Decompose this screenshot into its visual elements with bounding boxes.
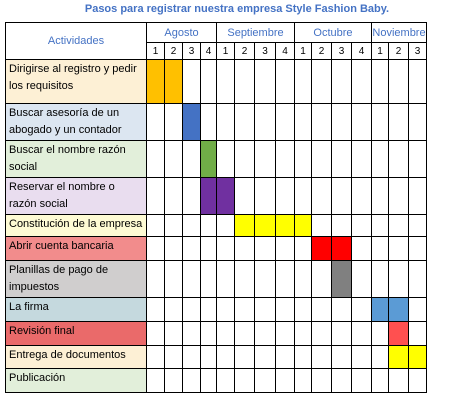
task-row (6, 60, 449, 104)
empty-week-cell (409, 141, 427, 178)
empty-week-cell (147, 215, 165, 237)
empty-week-cell (332, 104, 352, 141)
task-name: Revisión final (6, 322, 147, 346)
empty-week-cell (312, 104, 332, 141)
task-name: Buscar el nombre razón social (6, 141, 147, 178)
task-bar-cell (295, 215, 312, 237)
empty-week-cell (352, 346, 372, 369)
week-number: 1 (295, 43, 312, 60)
empty-week-cell (276, 60, 295, 104)
empty-week-cell (276, 322, 295, 346)
empty-week-cell (235, 141, 255, 178)
empty-week-cell (147, 322, 165, 346)
task-bar-cell (201, 178, 217, 215)
empty-week-cell (147, 298, 165, 322)
week-number: 1 (217, 43, 235, 60)
empty-week-cell (201, 104, 217, 141)
empty-week-cell (352, 369, 372, 393)
empty-week-cell (183, 261, 201, 298)
empty-week-cell (217, 104, 235, 141)
task-row (6, 261, 449, 298)
empty-week-cell (372, 369, 389, 393)
page-title: Pasos para registrar nuestra empresa Style Fashion Baby. (84, 3, 390, 15)
task-bar-cell (235, 215, 255, 237)
gantt-table (5, 22, 449, 393)
empty-week-cell (255, 178, 276, 215)
empty-week-cell (235, 60, 255, 104)
week-number: 1 (372, 43, 389, 60)
empty-week-cell (352, 237, 372, 261)
empty-week-cell (389, 178, 409, 215)
week-number: 2 (165, 43, 183, 60)
empty-week-cell (372, 104, 389, 141)
empty-week-cell (372, 141, 389, 178)
empty-week-cell (389, 215, 409, 237)
empty-week-cell (183, 369, 201, 393)
empty-week-cell (409, 60, 427, 104)
empty-week-cell (312, 141, 332, 178)
empty-week-cell (255, 261, 276, 298)
empty-week-cell (409, 104, 427, 141)
empty-week-cell (201, 60, 217, 104)
empty-week-cell (389, 104, 409, 141)
task-row (6, 141, 449, 178)
empty-week-cell (332, 60, 352, 104)
empty-week-cell (312, 346, 332, 369)
empty-week-cell (312, 60, 332, 104)
empty-week-cell (332, 322, 352, 346)
empty-week-cell (372, 322, 389, 346)
empty-week-cell (201, 369, 217, 393)
month-header: Agosto (147, 23, 217, 43)
empty-week-cell (165, 141, 183, 178)
week-number: 3 (409, 43, 427, 60)
empty-week-cell (165, 322, 183, 346)
empty-week-cell (372, 261, 389, 298)
empty-week-cell (255, 237, 276, 261)
empty-week-cell (312, 215, 332, 237)
week-number: 4 (276, 43, 295, 60)
empty-week-cell (165, 298, 183, 322)
empty-week-cell (332, 178, 352, 215)
empty-week-cell (372, 346, 389, 369)
week-number: 2 (312, 43, 332, 60)
empty-week-cell (217, 215, 235, 237)
empty-week-cell (409, 322, 427, 346)
empty-week-cell (312, 322, 332, 346)
empty-week-cell (372, 237, 389, 261)
empty-week-cell (201, 261, 217, 298)
empty-week-cell (183, 346, 201, 369)
empty-week-cell (409, 298, 427, 322)
empty-week-cell (352, 298, 372, 322)
empty-week-cell (183, 322, 201, 346)
empty-week-cell (276, 346, 295, 369)
empty-week-cell (389, 261, 409, 298)
empty-week-cell (165, 237, 183, 261)
empty-week-cell (332, 346, 352, 369)
empty-week-cell (276, 369, 295, 393)
empty-week-cell (295, 261, 312, 298)
month-header: Septiembre (217, 23, 295, 43)
empty-week-cell (183, 298, 201, 322)
empty-week-cell (165, 178, 183, 215)
empty-week-cell (255, 60, 276, 104)
task-bar-cell (217, 178, 235, 215)
empty-week-cell (255, 369, 276, 393)
empty-week-cell (295, 237, 312, 261)
task-row (6, 104, 449, 141)
empty-week-cell (147, 141, 165, 178)
empty-week-cell (183, 237, 201, 261)
empty-week-cell (217, 261, 235, 298)
empty-week-cell (332, 369, 352, 393)
empty-week-cell (235, 298, 255, 322)
task-name: Constitución de la empresa (6, 215, 147, 237)
empty-week-cell (255, 298, 276, 322)
week-number: 1 (147, 43, 165, 60)
empty-week-cell (147, 104, 165, 141)
empty-week-cell (217, 141, 235, 178)
month-header: Noviembre (372, 23, 427, 43)
task-name: Entrega de documentos (6, 346, 147, 369)
week-number: 3 (255, 43, 276, 60)
empty-week-cell (235, 178, 255, 215)
task-row (6, 215, 449, 237)
task-bar-cell (201, 141, 217, 178)
empty-week-cell (352, 261, 372, 298)
empty-week-cell (201, 215, 217, 237)
task-name: La firma (6, 298, 147, 322)
empty-week-cell (255, 141, 276, 178)
activities-header: Actividades (6, 23, 147, 60)
empty-week-cell (235, 322, 255, 346)
empty-week-cell (165, 104, 183, 141)
month-header: Octubre (295, 23, 372, 43)
empty-week-cell (312, 261, 332, 298)
empty-week-cell (409, 369, 427, 393)
empty-week-cell (183, 215, 201, 237)
task-bar-cell (147, 60, 165, 104)
empty-week-cell (295, 346, 312, 369)
empty-week-cell (217, 369, 235, 393)
week-number: 3 (332, 43, 352, 60)
empty-week-cell (295, 60, 312, 104)
empty-week-cell (255, 346, 276, 369)
empty-week-cell (147, 261, 165, 298)
empty-week-cell (165, 369, 183, 393)
empty-week-cell (201, 346, 217, 369)
empty-week-cell (295, 369, 312, 393)
task-bar-cell (389, 322, 409, 346)
task-bar-cell (312, 237, 332, 261)
task-row (6, 178, 449, 215)
task-bar-cell (409, 346, 427, 369)
empty-week-cell (295, 178, 312, 215)
task-bar-cell (332, 237, 352, 261)
empty-week-cell (201, 322, 217, 346)
task-bar-cell (372, 298, 389, 322)
empty-week-cell (276, 237, 295, 261)
task-name: Dirigirse al registro y pedir los requisitos (6, 60, 147, 104)
task-row (6, 369, 449, 393)
task-row (6, 298, 449, 322)
task-bar-cell (389, 298, 409, 322)
empty-week-cell (295, 298, 312, 322)
empty-week-cell (147, 346, 165, 369)
empty-week-cell (255, 104, 276, 141)
empty-week-cell (147, 369, 165, 393)
empty-week-cell (352, 104, 372, 141)
empty-week-cell (312, 178, 332, 215)
empty-week-cell (165, 215, 183, 237)
empty-week-cell (235, 369, 255, 393)
empty-week-cell (255, 322, 276, 346)
empty-week-cell (217, 60, 235, 104)
empty-week-cell (312, 369, 332, 393)
empty-week-cell (235, 104, 255, 141)
task-bar-cell (183, 104, 201, 141)
week-number: 2 (389, 43, 409, 60)
empty-week-cell (295, 322, 312, 346)
empty-week-cell (217, 322, 235, 346)
empty-week-cell (235, 237, 255, 261)
empty-week-cell (295, 104, 312, 141)
empty-week-cell (183, 178, 201, 215)
task-bar-cell (389, 346, 409, 369)
week-number: 2 (235, 43, 255, 60)
task-row (6, 346, 449, 369)
empty-week-cell (372, 60, 389, 104)
empty-week-cell (183, 141, 201, 178)
task-row (6, 322, 449, 346)
empty-week-cell (312, 298, 332, 322)
task-bar-cell (255, 215, 276, 237)
task-name: Reservar el nombre o razón social (6, 178, 147, 215)
empty-week-cell (409, 215, 427, 237)
empty-week-cell (372, 215, 389, 237)
week-number: 4 (352, 43, 372, 60)
empty-week-cell (276, 298, 295, 322)
week-number: 4 (201, 43, 217, 60)
empty-week-cell (352, 141, 372, 178)
empty-week-cell (276, 261, 295, 298)
week-number: 3 (183, 43, 201, 60)
empty-week-cell (372, 178, 389, 215)
task-name: Planillas de pago de impuestos (6, 261, 147, 298)
empty-week-cell (352, 322, 372, 346)
empty-week-cell (332, 298, 352, 322)
empty-week-cell (352, 178, 372, 215)
empty-week-cell (201, 298, 217, 322)
empty-week-cell (165, 346, 183, 369)
empty-week-cell (235, 261, 255, 298)
task-name: Abrir cuenta bancaria (6, 237, 147, 261)
empty-week-cell (332, 141, 352, 178)
task-name: Buscar asesoría de un abogado y un contador (6, 104, 147, 141)
empty-week-cell (201, 237, 217, 261)
empty-week-cell (409, 178, 427, 215)
empty-week-cell (147, 237, 165, 261)
task-row (6, 237, 449, 261)
empty-week-cell (352, 60, 372, 104)
empty-week-cell (147, 178, 165, 215)
empty-week-cell (389, 60, 409, 104)
empty-week-cell (165, 261, 183, 298)
empty-week-cell (389, 369, 409, 393)
empty-week-cell (276, 141, 295, 178)
empty-week-cell (276, 178, 295, 215)
task-bar-cell (165, 60, 183, 104)
empty-week-cell (276, 104, 295, 141)
task-name: Publicación (6, 369, 147, 393)
empty-week-cell (217, 346, 235, 369)
empty-week-cell (409, 237, 427, 261)
task-bar-cell (276, 215, 295, 237)
empty-week-cell (389, 141, 409, 178)
empty-week-cell (217, 298, 235, 322)
empty-week-cell (295, 141, 312, 178)
empty-week-cell (389, 237, 409, 261)
empty-week-cell (183, 60, 201, 104)
empty-week-cell (332, 215, 352, 237)
empty-week-cell (217, 237, 235, 261)
empty-week-cell (235, 346, 255, 369)
task-bar-cell (332, 261, 352, 298)
empty-week-cell (409, 261, 427, 298)
empty-week-cell (352, 215, 372, 237)
